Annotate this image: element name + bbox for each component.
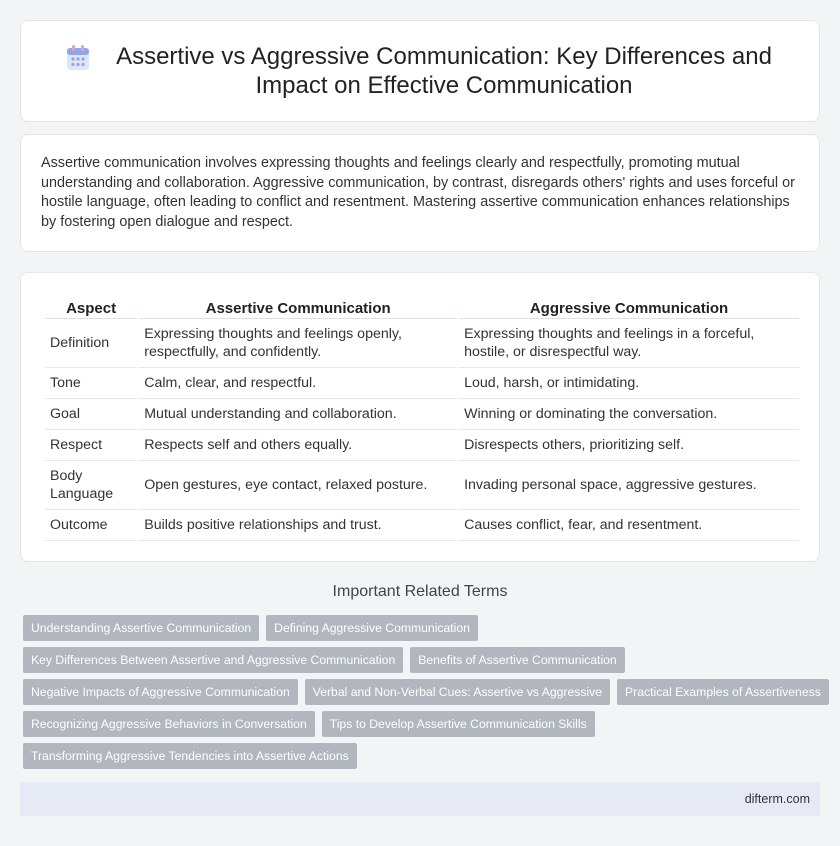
table-row bbox=[45, 430, 799, 461]
aspect-cell: Body Language bbox=[45, 461, 137, 510]
aggressive-cell: Loud, harsh, or intimidating. bbox=[459, 368, 799, 399]
table-row bbox=[45, 399, 799, 430]
tag-row bbox=[23, 743, 823, 769]
aggressive-cell: Disrespects others, prioritizing self. bbox=[459, 430, 799, 461]
page-title: Assertive vs Aggressive Communication: Key Differences and Impact on Effective Communication bbox=[116, 43, 772, 99]
assertive-cell: Expressing thoughts and feelings openly, respectfully, and confidently. bbox=[139, 319, 457, 368]
related-term-tag[interactable]: Transforming Aggressive Tendencies into Assertive Actions bbox=[23, 743, 357, 769]
footer bbox=[20, 782, 820, 816]
related-term-tag[interactable]: Negative Impacts of Aggressive Communication bbox=[23, 679, 298, 705]
intro-card bbox=[20, 134, 820, 252]
header-aspect: Aspect bbox=[45, 293, 137, 319]
assertive-cell: Builds positive relationships and trust. bbox=[139, 510, 457, 541]
header-card bbox=[20, 20, 820, 122]
aspect-cell: Tone bbox=[45, 368, 137, 399]
related-term-tag[interactable]: Practical Examples of Assertiveness bbox=[617, 679, 829, 705]
tag-row bbox=[23, 711, 823, 737]
table-row bbox=[45, 510, 799, 541]
related-term-tag[interactable]: Benefits of Assertive Communication bbox=[410, 647, 624, 673]
related-term-tag[interactable]: Verbal and Non-Verbal Cues: Assertive vs Aggressive bbox=[305, 679, 610, 705]
tag-row bbox=[23, 679, 823, 705]
assertive-cell: Mutual understanding and collaboration. bbox=[139, 399, 457, 430]
related-term-tag[interactable]: Recognizing Aggressive Behaviors in Conversation bbox=[23, 711, 315, 737]
related-terms-title: Important Related Terms bbox=[332, 583, 508, 600]
related-term-tag[interactable]: Understanding Assertive Communication bbox=[23, 615, 259, 641]
table-row bbox=[45, 319, 799, 368]
related-term-tag[interactable]: Key Differences Between Assertive and Aggressive Communication bbox=[23, 647, 403, 673]
aspect-cell: Respect bbox=[45, 430, 137, 461]
table-row bbox=[45, 461, 799, 510]
tag-row bbox=[23, 647, 823, 673]
aggressive-cell: Invading personal space, aggressive gestures. bbox=[459, 461, 799, 510]
aspect-cell: Goal bbox=[45, 399, 137, 430]
table-row bbox=[45, 368, 799, 399]
aspect-cell: Definition bbox=[45, 319, 137, 368]
aggressive-cell: Causes conflict, fear, and resentment. bbox=[459, 510, 799, 541]
header-assertive: Assertive Communication bbox=[139, 293, 457, 319]
footer-site-link[interactable]: difterm.com bbox=[744, 792, 810, 806]
comparison-table bbox=[43, 293, 801, 541]
related-terms-list bbox=[23, 615, 823, 775]
comparison-table-card bbox=[20, 272, 820, 562]
calendar-icon bbox=[66, 45, 90, 71]
aggressive-cell: Expressing thoughts and feelings in a forceful, hostile, or disrespectful way. bbox=[459, 319, 799, 368]
assertive-cell: Open gestures, eye contact, relaxed posture. bbox=[139, 461, 457, 510]
assertive-cell: Calm, clear, and respectful. bbox=[139, 368, 457, 399]
related-term-tag[interactable]: Tips to Develop Assertive Communication Skills bbox=[322, 711, 595, 737]
related-term-tag[interactable]: Defining Aggressive Communication bbox=[266, 615, 478, 641]
aspect-cell: Outcome bbox=[45, 510, 137, 541]
assertive-cell: Respects self and others equally. bbox=[139, 430, 457, 461]
tag-row bbox=[23, 615, 823, 641]
intro-text: Assertive communication involves expressing thoughts and feelings clearly and respectfully, promoting mutual understanding and collaboration. Aggressive communication, by contrast, disregards others' rights and uses forceful or hostile language, often leading to conflict and resentment. Mastering assertive communication enhances relationships by fostering open dialogue and respect. bbox=[41, 155, 795, 230]
header-aggressive: Aggressive Communication bbox=[459, 293, 799, 319]
aggressive-cell: Winning or dominating the conversation. bbox=[459, 399, 799, 430]
table-header-row bbox=[45, 293, 799, 319]
